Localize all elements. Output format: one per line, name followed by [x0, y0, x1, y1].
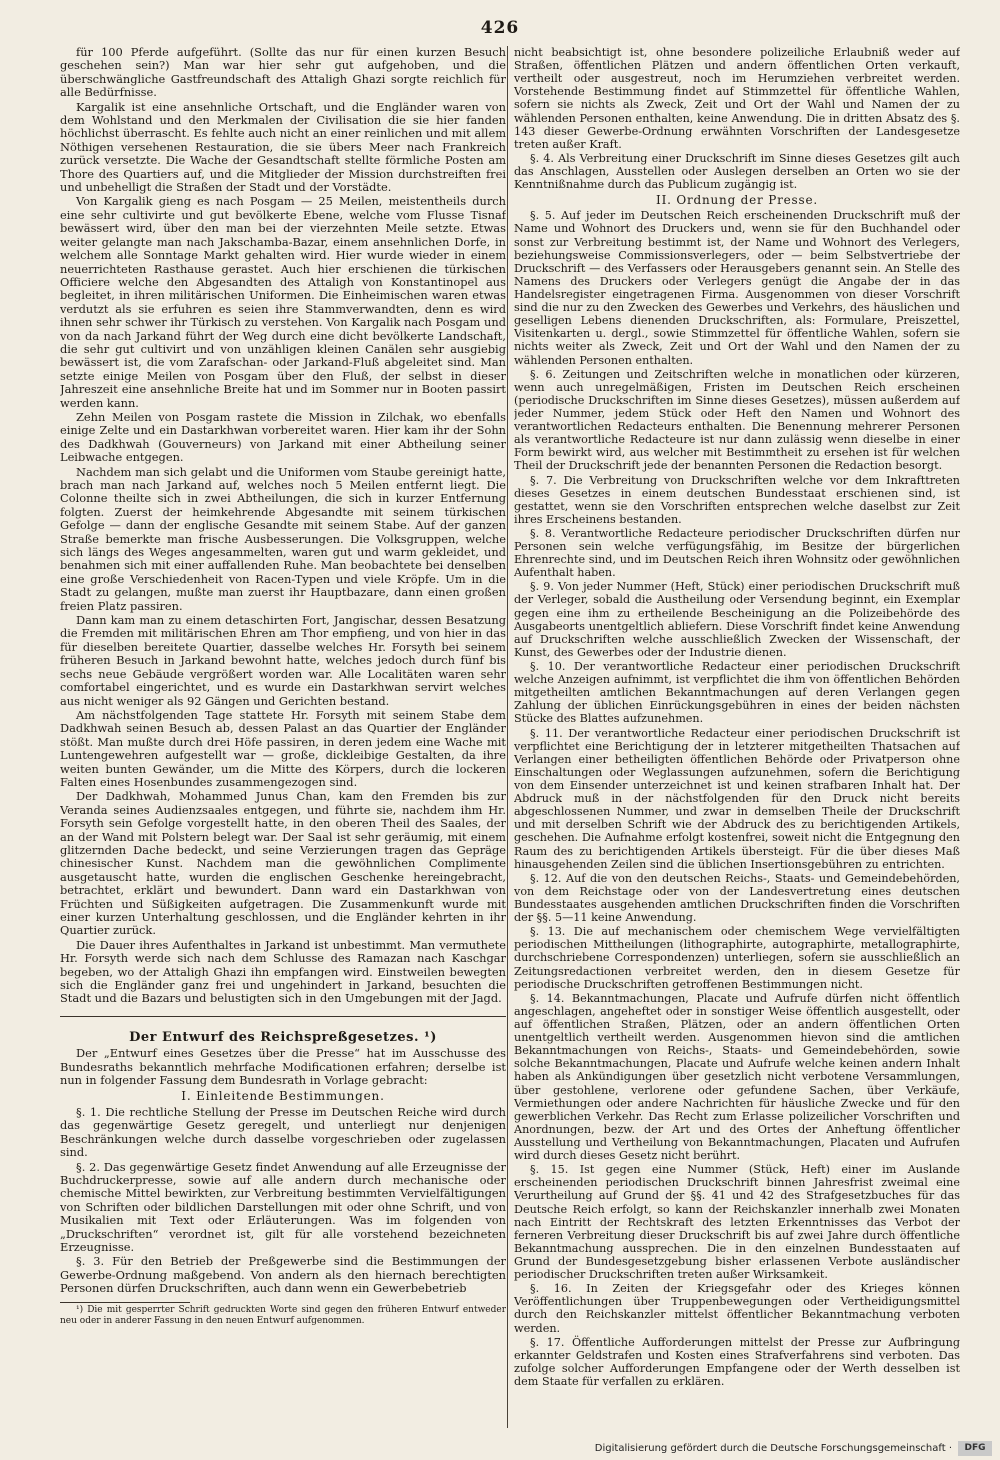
article-intro: Der „Entwurf eines Gesetzes über die Presse“ hat im Ausschusse des Bundesraths bekanntlich mehrfache Modificationen erfahren; derselbe ist nun in folgender Fassung dem Bundesrath in Vorlage gebracht:	[60, 1046, 506, 1088]
right-sections-b	[514, 209, 960, 1388]
law-section: §. 9. Von jeder Nummer (Heft, Stück) einer periodischen Druckschrift muß der Verleger, sobald die Austheilung oder Versendung beginnt, ein Exemplar gegen eine ihm zu ertheilende Bescheinigung an die Polizeibehörde des Ausgabeorts unentgeltlich abliefern. Diese Vorschrift findet keine Anwendung auf Druckschriften welche ausschließlich Zwecken der Wissenschaft, der Kunst, des Gewerbes oder der Industrie dienen.	[514, 580, 960, 659]
law-section: §. 6. Zeitungen und Zeitschriften welche in monatlichen oder kürzeren, wenn auch unregelmäßigen, Fristen im Deutschen Reich erscheinen (periodische Druckschriften im Sinne dieses Gesetzes), müssen außerdem auf jeder Nummer, jedem Stück oder Heft den Namen und Wohnort des verantwortlichen Redacteurs enthalten. Die Benennung mehrerer Personen als verantwortliche Redacteure ist nur dann zulässig wenn dieselbe in einer Form bewirkt wird, aus welcher mit Bestimmtheit zu ersehen ist für welchen Theil der Druckschrift jede der benannten Personen die Redaction besorgt.	[514, 367, 960, 473]
section-rule	[60, 1016, 506, 1017]
law-section: §. 8. Verantwortliche Redacteure periodischer Druckschriften dürfen nur Personen sein welche verfügungsfähig, im Besitze der bürgerlichen Ehrenrechte sind, und im Deutschen Reich ihren Wohnsitz oder gewöhnlichen Aufenthalt haben.	[514, 526, 960, 580]
law-section: §. 17. Öffentliche Aufforderungen mittelst der Presse zur Aufbringung erkannter Geldstrafen und Kosten eines Strafverfahrens sind verboten. Das zufolge solcher Aufforderungen Empfangene oder der Werth desselben ist dem Staate für verfallen zu erklären.	[514, 1335, 960, 1388]
right-column	[514, 46, 960, 1428]
law-section: §. 15. Ist gegen eine Nummer (Stück, Heft) einer im Auslande erscheinenden periodischen Druckschrift binnen Jahresfrist zweimal eine Verurtheilung auf Grund der §§. 41 und 42 des Strafgesetzbuches für das Deutsche Reich erfolgt, so kann der Reichskanzler innerhalb zwei Monaten nach Eintritt der Rechtskraft des letzten Erkenntnisses das Verbot der ferneren Verbreitung dieser Druckschrift bis auf zwei Jahre durch öffentliche Bekanntmachung aussprechen. Die in den einzelnen Bundesstaaten auf Grund der Bundesgesetzgebung bisher erlassenen Verbote ausländischer periodischer Druckschriften treten außer Wirksamkeit.	[514, 1163, 960, 1282]
column-divider	[507, 46, 508, 1428]
footer-text: Digitalisierung gefördert durch die Deutsche Forschungsgemeinschaft ·	[594, 1443, 952, 1454]
footer-bar	[0, 1438, 1000, 1460]
body-paragraph: Nachdem man sich gelabt und die Uniformen vom Staube gereinigt hatte, brach man nach Jarkand auf, welches noch 5 Meilen entfernt liegt. Die Colonne theilte sich in zwei Abtheilungen, die sich in kurzer Entfernung folgten. Zuerst der heimkehrende Abgesandte mit seinem türkischen Gefolge — dann der englische Gesandte mit seinem Stabe. Auf der ganzen Straße bemerkte man frische Ausbesserungen. Die Volksgruppen, welche sich längs des Weges angesammelten, waren gut und warm gekleidet, und benahmen sich mit einer auffallenden Ruhe. Man beobachtete bei denselben eine große Verschiedenheit von Racen-Typen und viele Kröpfe. Um in die Stadt zu gelangen, mußte man zuerst ihr Hauptbazare, dann einen großen freien Platz passiren.	[60, 464, 506, 613]
body-paragraph: Kargalik ist eine ansehnliche Ortschaft, und die Engländer waren von dem Wohlstand und den Merkmalen der Civilisation die sie hier fanden höchlichst überrascht. Es fehlte auch nicht an einer reinlichen und mit allem Nöthigen versehenen Restauration, die sie übers Meer nach Frankreich zurück versetzte. Die Wache der Gesandtschaft stellte förmliche Posten am Thore des Quartiers auf, und die Mitglieder der Mission durchstreiften frei und unbehelligt die Straßen der Stadt und der Vorstädte.	[60, 99, 506, 195]
law-section: §. 13. Die auf mechanischem oder chemischem Wege vervielfältigten periodischen Mittheilungen (lithographirte, autographirte, metallographirte, durchschriebene Correspondenzen) unterliegen, sofern sie ausschließlich an Zeitungsredactionen verbreitet werden, den in diesem Gesetze für periodische Druckschriften getroffenen Bestimmungen nicht.	[514, 925, 960, 991]
body-paragraph: für 100 Pferde aufgeführt. (Sollte das nur für einen kurzen Besuch geschehen sein?) Man war hier sehr gut aufgehoben, und die überschwängliche Gastfreundschaft des Attaligh Ghazi sorgte reichlich für alle Bedürfnisse.	[60, 46, 506, 100]
law-section: §. 2. Das gegenwärtige Gesetz findet Anwendung auf alle Erzeugnisse der Buchdruckerpresse, sowie auf alle andern durch mechanische oder chemische Mittel bewirkten, zur Verbreitung bestimmten Vervielfältigungen von Schriften oder bildlichen Darstellungen mit oder ohne Schrift, und von Musikalien mit Text oder Erläuterungen. Was im folgenden von „Druckschriften“ verordnet ist, gilt für alle vorstehend bezeichneten Erzeugnisse.	[60, 1159, 506, 1254]
subheading-press-order: II. Ordnung der Presse.	[656, 193, 818, 208]
dfg-logo: DFG	[958, 1441, 992, 1456]
article-title: Der Entwurf des Reichspreßgesetzes. ¹)	[129, 1029, 437, 1045]
footnote-rule	[60, 1302, 190, 1303]
law-section: §. 7. Die Verbreitung von Druckschriften welche vor dem Inkrafttreten dieses Gesetzes in einem deutschen Bundesstaat erschienen sind, ist gestattet, wenn sie den Vorschriften entsprechen welche daselbst zur Zeit ihres Erscheinens bestanden.	[514, 473, 960, 526]
page-number: 426	[480, 18, 520, 38]
law-section: §. 11. Der verantwortliche Redacteur einer periodischen Druckschrift ist verpflichtet eine Berichtigung der in letzterer mitgetheilten Thatsachen auf Verlangen einer betheiligten öffentlichen Behörde oder Privatperson ohne Einschaltungen oder Weglassungen aufzunehmen, sofern die Berichtigung von dem Einsender unterzeichnet ist und keinen strafbaren Inhalt hat. Der Abdruck muß in der nächstfolgenden für den Druck nicht bereits abgeschlossenen Nummer, und zwar in demselben Theile der Druckschrift und mit derselben Schrift wie der Abdruck des zu berichtigenden Artikels, geschehen. Die Aufnahme erfolgt kostenfrei, soweit nicht die Entgegnung den Raum des zu berichtigenden Artikels übersteigt. Für die über dieses Maß hinausgehenden Zeilen sind die üblichen Insertionsgebühren zu entrichten.	[514, 726, 960, 871]
subheading-introductory: I. Einleitende Bestimmungen.	[181, 1089, 385, 1104]
body-paragraph: Der Dadkhwah, Mohammed Junus Chan, kam den Fremden bis zur Veranda seines Audienzsaales entgegen, und führte sie, nachdem ihm Hr. Forsyth sein Gefolge vorgestellt hatte, in den oberen Theil des Saales, der an der Wand mit Polstern belegt war. Der Saal ist sehr geräumig, mit einem glitzernden Dache bedeckt, und seine Verzierungen tragen das Gepräge chinesischer Kunst. Nachdem man die gewöhnlichen Complimente ausgetauscht hatte, wurden die englischen Geschenke hereingebracht, betrachtet, erklärt und bewundert. Dann ward ein Dastarkhwan von Früchten und Süßigkeiten aufgetragen. Die Zusammenkunft wurde mit einer kurzen Unterhaltung geschlossen, und die Engländer kehrten in ihr Quartier zurück.	[60, 789, 506, 938]
continuation-paragraph: nicht beabsichtigt ist, ohne besondere polizeiliche Erlaubniß weder auf Straßen, öffentlichen Plätzen und andern öffentlichen Orten verkauft, vertheilt oder ausgestreut, noch im Herumziehen verbreitet werden. Vorstehende Bestimmung findet auf Stimmzettel für öffentliche Wahlen, sofern sie nichts als Zweck, Zeit und Ort der Wahl und Namen der zu wählenden Personen enthalten, keine Anwendung. Die in dritten Absatz des §. 143 dieser Gewerbe-Ordnung erwähnten Vorschriften der Landesgesetze treten außer Kraft.	[514, 46, 960, 151]
left-sections	[60, 1106, 506, 1296]
body-paragraph: Die Dauer ihres Aufenthaltes in Jarkand ist unbestimmt. Man vermuthete Hr. Forsyth werde sich nach dem Schlusse des Ramazan nach Kaschgar begeben, wo der Attaligh Ghazi ihn empfangen wird. Einstweilen bewegten sich die Engländer ganz frei und ungehindert in Jarkand, besuchten die Stadt und die Bazars und belustigten sich in den Umgebungen mit der Jagd.	[60, 937, 506, 1006]
law-section: §. 4. Als Verbreitung einer Druckschrift im Sinne dieses Gesetzes gilt auch das Anschlagen, Ausstellen oder Auslegen derselben an Orten wo sie der Kenntnißnahme durch das Publicum zugängig ist.	[514, 151, 960, 192]
law-section: §. 12. Auf die von den deutschen Reichs-, Staats- und Gemeindebehörden, von dem Reichstage oder von der Landesvertretung eines deutschen Bundesstaates ausgehenden amtlichen Druckschriften finden die Vorschriften der §§. 5—11 keine Anwendung.	[514, 871, 960, 925]
body-paragraph: Zehn Meilen von Posgam rastete die Mission in Zilchak, wo ebenfalls einige Zelte und ein Dastarkhwan vorbereitet waren. Hier kam ihr der Sohn des Dadkhwah (Gouverneurs) von Jarkand mit einer Abtheilung seiner Leibwache entgegen.	[60, 409, 506, 465]
left-column	[60, 46, 506, 1428]
footnote: ¹) Die mit gesperrter Schrift gedruckten Worte sind gegen den früheren Entwurf entweder neu oder in anderer Fassung in den neuen Entwurf aufgenommen.	[60, 1304, 506, 1326]
law-section: §. 16. In Zeiten der Kriegsgefahr oder des Krieges können Veröffentlichungen über Truppenbewegungen oder Vertheidigungsmittel durch den Reichskanzler mittelst öffentlicher Bekanntmachung verboten werden.	[514, 1282, 960, 1335]
law-section: §. 5. Auf jeder im Deutschen Reich erscheinenden Druckschrift muß der Name und Wohnort des Druckers und, wenn sie für den Buchhandel oder sonst zur Verbreitung bestimmt ist, der Name und Wohnort des Verlegers, beziehungsweise Commissionsverlegers, oder — beim Selbstvertriebe der Druckschrift — des Verfassers oder Herausgebers genannt sein. An Stelle des Namens des Druckers oder Verlegers genügt die Angabe der in das Handelsregister eingetragenen Firma. Ausgenommen von dieser Vorschrift sind die nur zu den Zwecken des Gewerbes und Verkehrs, des häuslichen und geselligen Lebens dienenden Druckschriften, als: Formulare, Preiszettel, Visitenkarten u. dergl., sowie Stimmzettel für öffentliche Wahlen, sofern sie nichts weiter als Zweck, Zeit und Ort der Wahl und den Namen der zu wählenden Personen enthalten.	[514, 209, 960, 367]
body-paragraph: Dann kam man zu einem detaschirten Fort, Jangischar, dessen Besatzung die Fremden mit militärischen Ehren am Thor empfieng, und von hier in das für dieselben bereitete Quartier, dasselbe welches Hr. Forsyth bei seinem früheren Besuch in Jarkand bewohnt hatte, welches jedoch durch fünf bis sechs neue Gebäude vergrößert worden war. Alle Localitäten waren sehr comfortabel eingerichtet, und es wurde ein Dastarkhwan servirt welches aus nicht weniger als 92 Gängen und Gerichten bestand.	[60, 613, 506, 708]
law-section: §. 10. Der verantwortliche Redacteur einer periodischen Druckschrift welche Anzeigen aufnimmt, ist verpflichtet die ihm von öffentlichen Behörden mitgetheilten amtlichen Bekanntmachungen auf deren Verlangen gegen Zahlung der üblichen Einrückungsgebühren in eines der beiden nächsten Stücke des Blattes aufzunehmen.	[514, 660, 960, 726]
right-sections-a	[514, 152, 960, 191]
left-paragraphs	[60, 46, 506, 1006]
body-paragraph: Am nächstfolgenden Tage stattete Hr. Forsyth mit seinem Stabe dem Dadkhwah seinen Besuch ab, dessen Palast an das Quartier der Engländer stößt. Man mußte durch drei Höfe passiren, in deren jedem eine Wache mit Luntengewehren aufgestellt war — große, dickleibige Gestalten, da ihre weiten bunten Gewänder, um die Mitte des Körpers, durch die lockeren Falten eines Hosenbundes zusammengezogen sind.	[60, 707, 506, 789]
law-section: §. 14. Bekanntmachungen, Placate und Aufrufe dürfen nicht öffentlich angeschlagen, angeheftet oder in sonstiger Weise öffentlich ausgestellt, oder auf öffentlichen Straßen, Plätzen, oder an andern öffentlichen Orten unentgeltlich vertheilt werden. Ausgenommen hievon sind die amtlichen Bekanntmachungen von Reichs-, Staats- und Gemeindebehörden, sowie solche Bekanntmachungen, Placate und Aufrufe welche keinen andern Inhalt haben als Ankündigungen über gesetzlich nicht verbotene Versammlungen, über gestohlene, verlorene oder gefundene Sachen, über Verkäufe, Vermiethungen oder andere Nachrichten für häusliche Zwecke und für den gewerblichen Verkehr. Das Recht zum Erlasse polizeilicher Vorschriften und Anordnungen, bezw. der Art und des Ortes der Anheftung öffentlicher Ausstellung und Vertheilung von Bekanntmachungen, Placaten und Aufrufen wird durch dieses Gesetz nicht berührt.	[514, 991, 960, 1163]
law-section: §. 1. Die rechtliche Stellung der Presse im Deutschen Reiche wird durch das gegenwärtige Gesetz geregelt, und unterliegt nur denjenigen Beschränkungen welche durch dasselbe vorgeschrieben oder zugelassen sind.	[60, 1104, 506, 1160]
law-section: §. 3. Für den Betrieb der Preßgewerbe sind die Bestimmungen der Gewerbe-Ordnung maßgebend. Von andern als den hiernach berechtigten Personen dürfen Druckschriften, auch dann wenn ein Gewerbebetrieb	[60, 1254, 506, 1296]
body-paragraph: Von Kargalik gieng es nach Posgam — 25 Meilen, meistentheils durch eine sehr cultivirte und gut bevölkerte Ebene, welche vom Flusse Tisnaf bewässert wird, über den man bei der vierzehnten Meile setzte. Etwas weiter gelangte man nach Jakschamba-Bazar, einem ansehnlichen Dorfe, in welchem alle Sonntage Markt gehalten wird. Hier wurde wieder in einem neuerrichteten Rasthause gerastet. Auch hier erschienen die türkischen Officiere welche den Abgesandten des Attaligh von Konstantinopel aus begleitet, in ihren militärischen Uniformen. Die Einheimischen waren etwas verdutzt als sie erfuhren es seien ihre Stammverwandten, denn es wird ihnen sehr schwer ihr Türkisch zu verstehen. Von Kargalik nach Posgam und von da nach Jarkand führt der Weg durch eine dicht bevölkerte Landschaft, die sehr gut cultivirt und von unzähligen kleinen Canälen sehr ausgiebig bewässert ist, die vom Zarafschan- oder Jarkand-Fluß abgeleitet sind. Man setzte einige Meilen von Posgam über den Fluß, der selbst in dieser Jahreszeit eine ansehnliche Breite hat und im Sommer nur in Booten passirt werden kann.	[60, 194, 506, 410]
